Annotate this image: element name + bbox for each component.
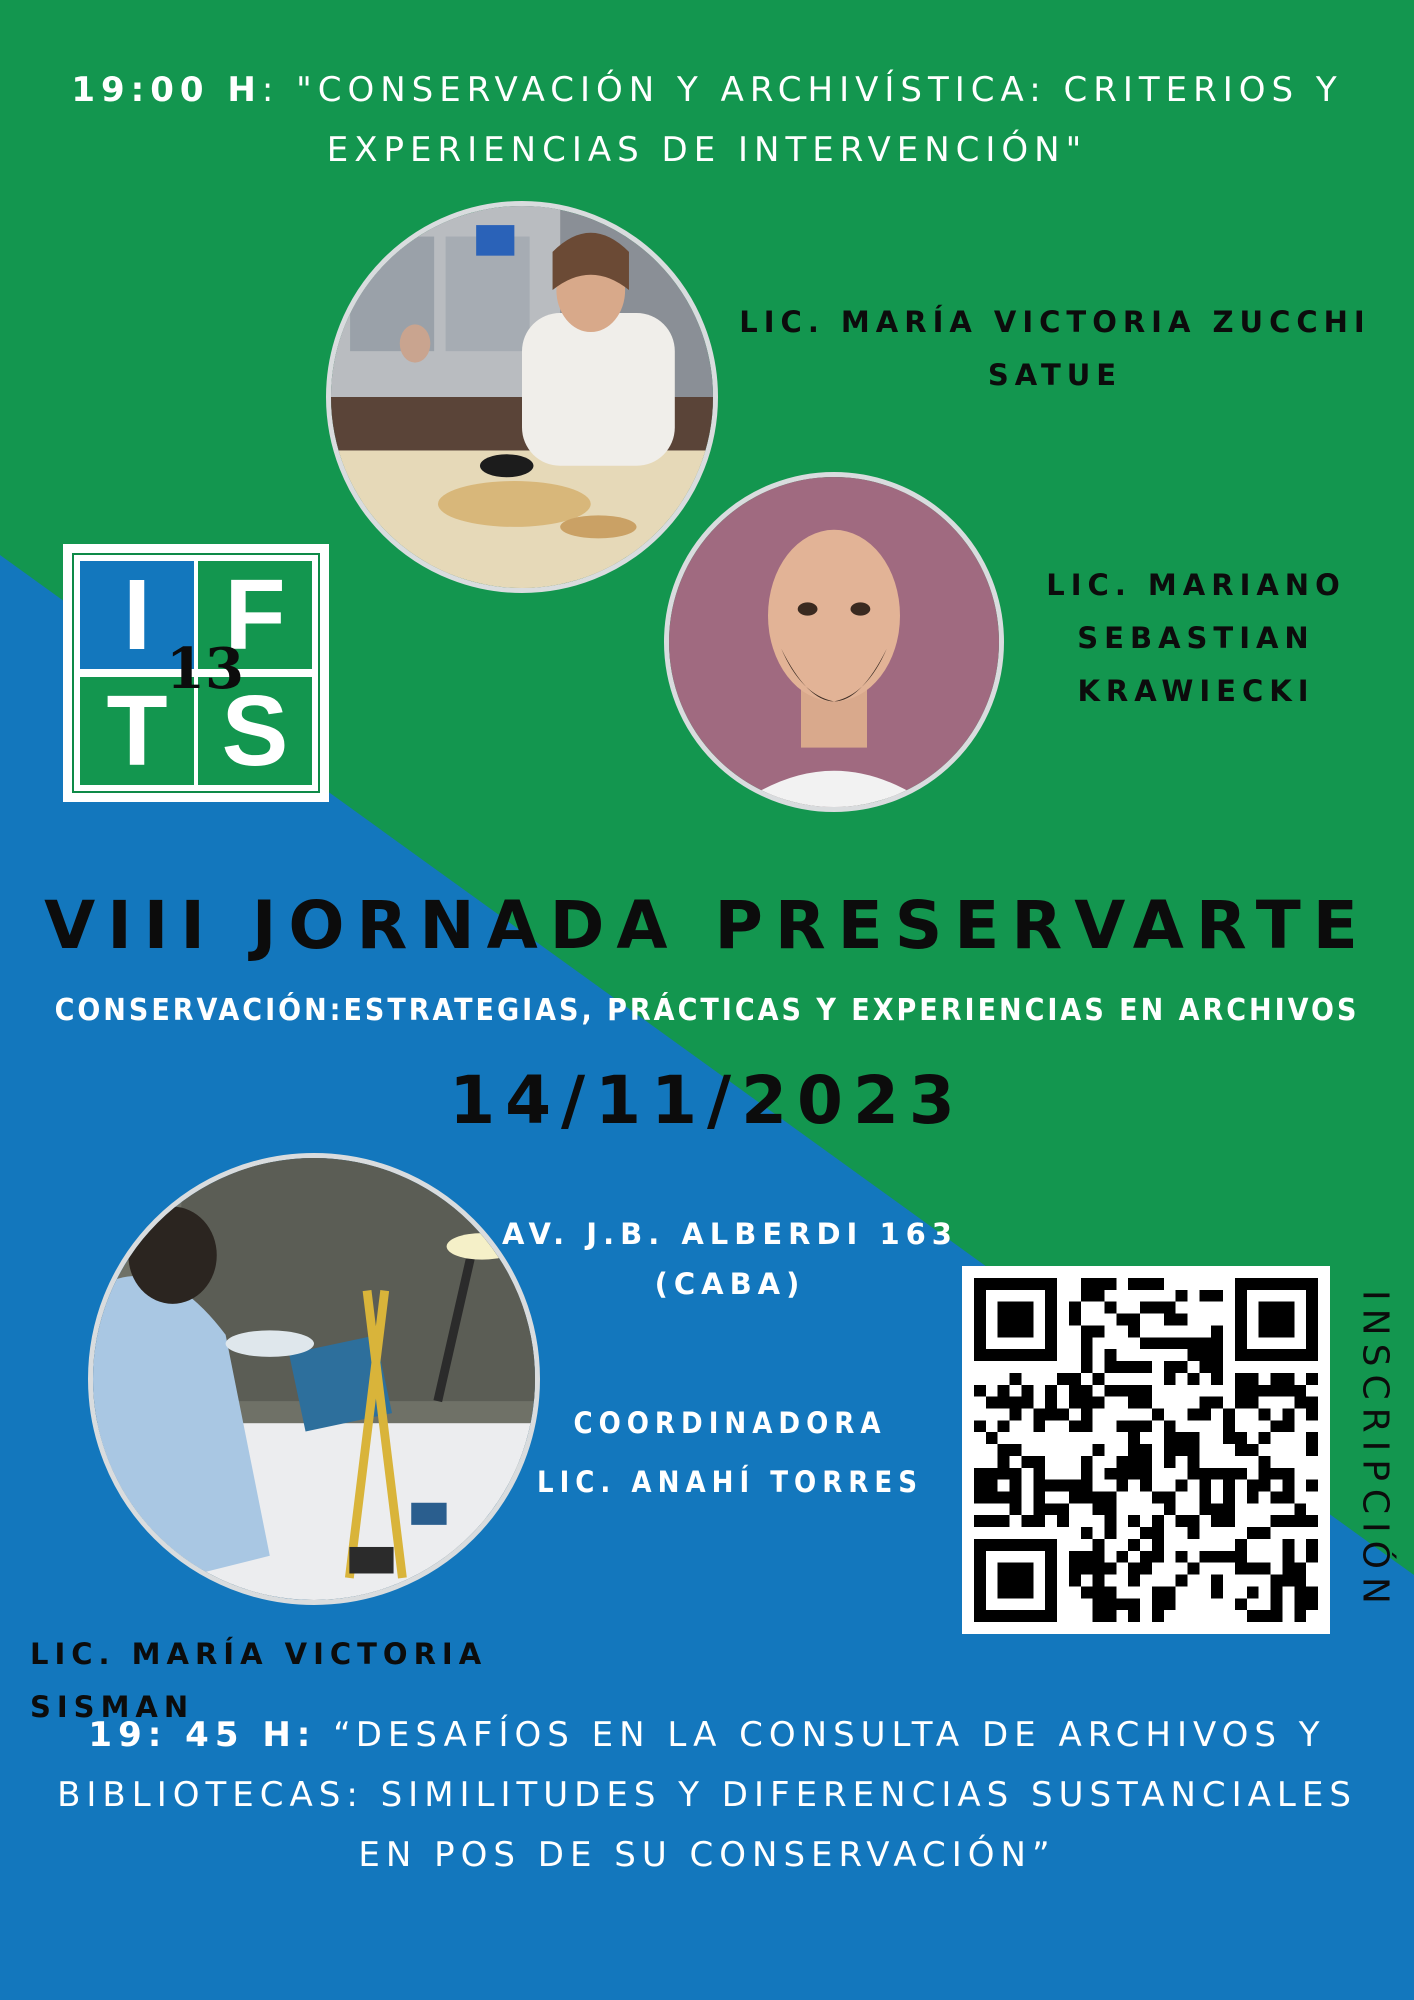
photo-zucchi	[326, 201, 718, 593]
talk1-title	[0, 60, 1414, 180]
speaker-zucchi	[735, 296, 1375, 402]
registration-label-text: INSCRIPCIÓN	[1354, 1290, 1396, 1612]
event-title: VIII JORNADA PRESERVARTE	[44, 887, 1370, 964]
qr-code-icon	[974, 1278, 1318, 1622]
coordination	[480, 1394, 980, 1512]
talk2-time: 19: 45 H:	[88, 1715, 317, 1755]
logo-number: 13	[166, 636, 244, 702]
talk1-time: 19:00 H	[71, 70, 262, 110]
talk2-title-line2: BIBLIOTECAS: SIMILITUDES Y DIFERENCIAS SUSTANCIALES	[57, 1775, 1357, 1815]
speaker-sisman: LIC. MARÍA VICTORIA SISMAN	[30, 1637, 488, 1724]
ifts-13-logo	[63, 544, 329, 802]
logo-letter-s: S	[198, 677, 312, 785]
coordination-role: COORDINADORA	[573, 1406, 887, 1440]
speaker-zucchi-line1: LIC. MARÍA VICTORIA ZUCCHI	[739, 305, 1371, 339]
speaker-krawiecki-line3: KRAWIECKI	[1077, 674, 1315, 708]
speaker-krawiecki	[1016, 559, 1376, 718]
talk2-title	[0, 1705, 1414, 1885]
coordination-name: LIC. ANAHÍ TORRES	[536, 1465, 924, 1499]
venue	[480, 1209, 980, 1309]
venue-line1: AV. J.B. ALBERDI 163	[502, 1217, 958, 1251]
event-subtitle: CONSERVACIÓN:ESTRATEGIAS, PRÁCTICAS Y EXPERIENCIAS EN ARCHIVOS	[54, 993, 1360, 1028]
logo-letter-t: T	[80, 677, 194, 785]
talk1-title-line1: : "CONSERVACIÓN Y ARCHIVÍSTICA: CRITERIOS Y	[261, 70, 1343, 110]
speaker-zucchi-line2: SATUE	[987, 358, 1123, 392]
photo-krawiecki	[664, 472, 1004, 812]
speaker-krawiecki-line1: LIC. MARIANO	[1046, 568, 1346, 602]
venue-line2: (CABA)	[654, 1267, 806, 1301]
speaker-krawiecki-line2: SEBASTIAN	[1077, 621, 1315, 655]
talk1-title-line2: EXPERIENCIAS DE INTERVENCIÓN"	[326, 130, 1088, 170]
logo-letter-i: I	[80, 561, 194, 669]
talk2-title-line3: EN POS DE SU CONSERVACIÓN”	[358, 1835, 1056, 1875]
photo-sisman	[88, 1153, 540, 1605]
talk2-title-line1: “DESAFÍOS EN LA CONSULTA DE ARCHIVOS Y	[316, 1715, 1326, 1755]
registration-label	[1350, 1266, 1400, 1636]
event-date: 14/11/2023	[449, 1062, 965, 1139]
logo-letter-f: F	[198, 561, 312, 669]
registration-qr-code[interactable]	[962, 1266, 1330, 1634]
